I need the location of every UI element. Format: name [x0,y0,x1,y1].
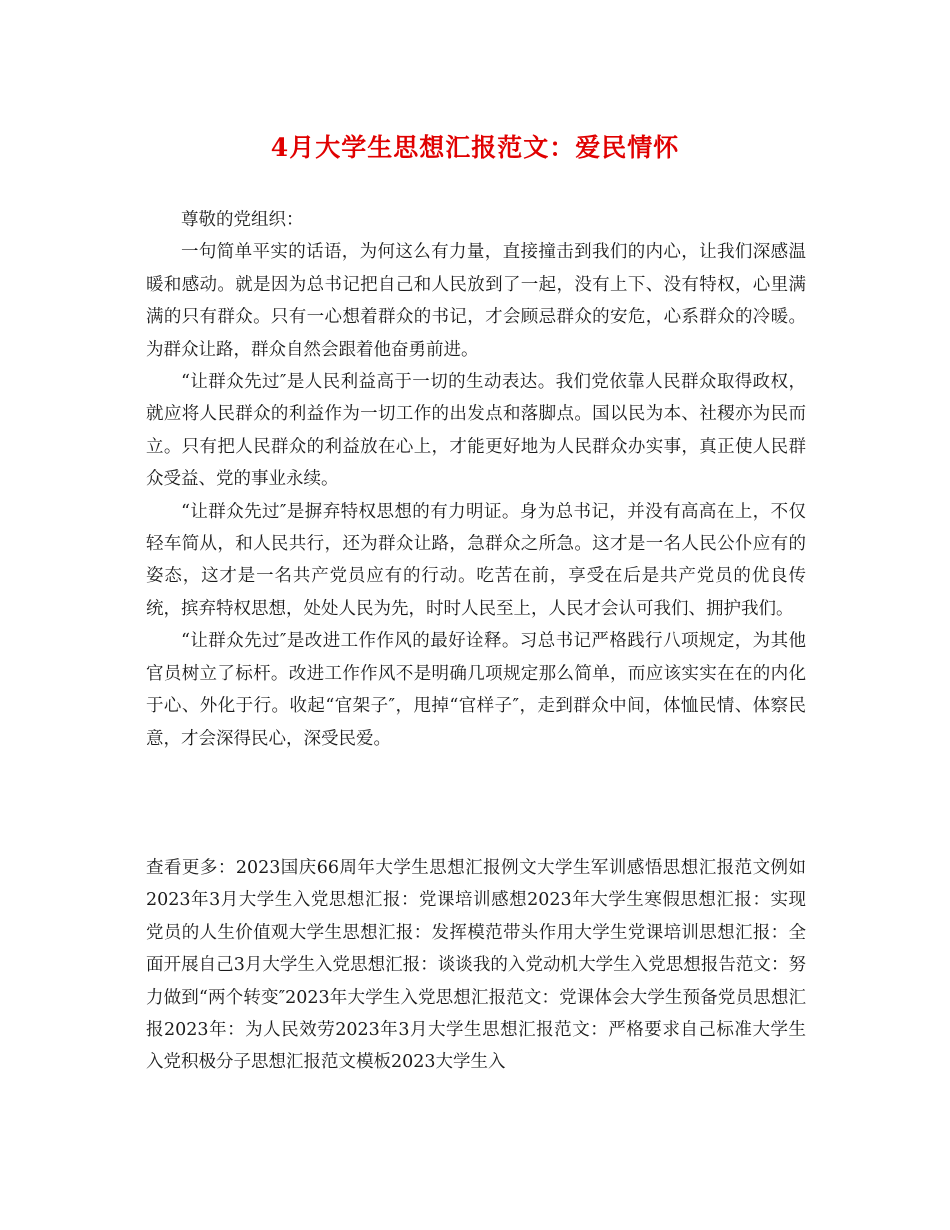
paragraph-2: “让群众先过″是人民利益高于一切的生动表达。我们党依靠人民群众取得政权，就应将人民群众的利益作为一切工作的出发点和落脚点。国以民为本、社稷亦为民而立。只有把人民群众的利益放在心上，才能更好地为人民群众办实事，真正使人民群众受益、党的事业永续。 [146,372,806,490]
related-link[interactable]: 2023年大学生入党思想汇报范文：党课体会 [285,987,630,1008]
more-label: 查看更多： [146,858,236,878]
related-link[interactable]: 大学生预备党员思想汇报2023年：为人民效劳 [146,987,806,1041]
related-link[interactable]: 2023年3月大学生入党思想汇报：党课培训感想 [146,890,528,911]
related-links [146,852,806,1079]
related-link[interactable]: 大学生思想汇报：发挥模范带头作用 [288,922,575,943]
related-link[interactable]: 大学生入党思想报告范文：努力做到“两个转变″ [146,955,807,1008]
document-title: 4月大学生思想汇报范文：爱民情怀 [270,133,680,162]
related-link[interactable]: 大学生入党积极分子思想汇报范文模板 [146,1020,807,1073]
related-link[interactable]: 大学生军训感悟思想汇报范文例如 [537,858,807,878]
related-link[interactable]: 3月大学生入党思想汇报：谈谈我的入党动机 [233,955,579,976]
related-link[interactable]: 2023年大学生寒假思想汇报：实现党员的人生价值观 [146,890,806,943]
salutation: 尊敬的党组织： [181,210,304,230]
document-body [146,204,806,755]
related-link[interactable]: 大学生党课培训思想汇报：全面开展自己 [146,922,807,976]
related-link[interactable]: 2023国庆66周年大学生思想汇报例文 [235,858,538,878]
related-link[interactable]: 2023大学生入 [391,1052,506,1073]
related-link[interactable]: 2023年3月大学生思想汇报范文：严格要求自己标准 [335,1020,753,1041]
paragraph-4: “让群众先过″是改进工作作风的最好诠释。习总书记严格践行八项规定，为其他官员树立了标杆。改进工作作风不是明确几项规定那么简单，而应该实实在在的内化于心、外化于行。收起“官架子″，甩掉“官样子″，走到群众中间，体恤民情、体察民意，才会深得民心，深受民爱。 [146,631,806,749]
paragraph-3: “让群众先过″是摒弃特权思想的有力明证。身为总书记，并没有高高在上，不仅轻车简从，和人民共行，还为群众让路，急群众之所急。这才是一名人民公仆应有的姿态，这才是一名共产党员应有的行动。吃苦在前，享受在后是共产党员的优良传统，摈弃特权思想，处处人民为先，时时人民至上，人民才会认可我们、拥护我们。 [146,501,806,619]
paragraph-1: 一句简单平实的话语，为何这么有力量，直接撞击到我们的内心，让我们深感温暖和感动。就是因为总书记把自己和人民放到了一起，没有上下、没有特权，心里满满的只有群众。只有一心想着群众的书记，才会顾忌群众的安危，心系群众的冷暖。为群众让路，群众自然会跟着他奋勇前进。 [146,242,806,360]
